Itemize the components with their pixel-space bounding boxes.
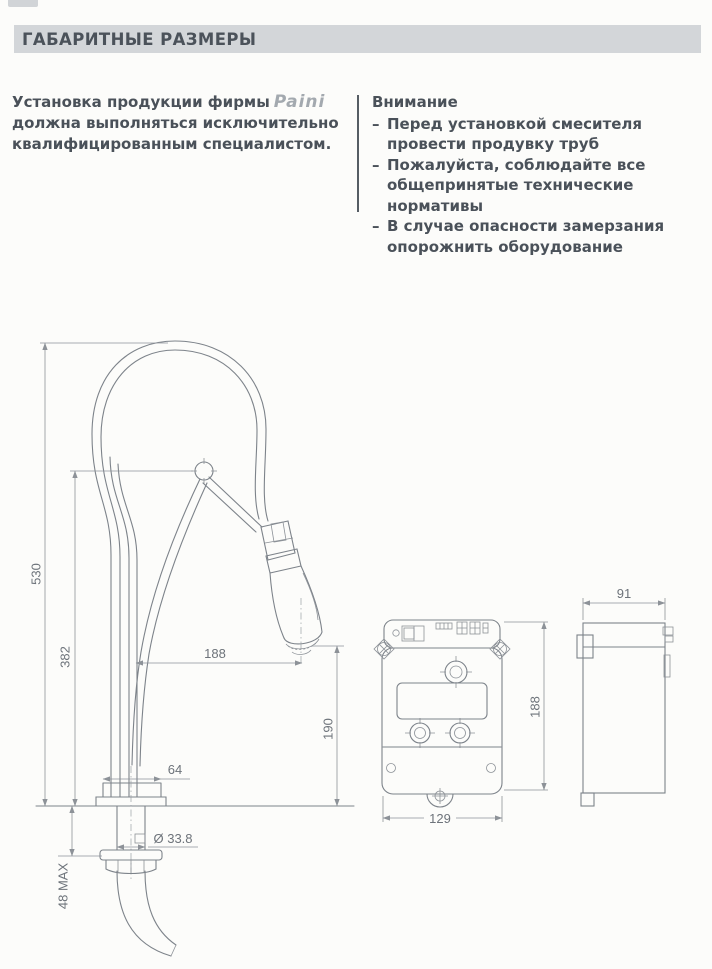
page-title: ГАБАРИТНЫЕ РАЗМЕРЫ bbox=[22, 29, 257, 49]
dim-label-64: 64 bbox=[167, 762, 183, 777]
slider-switch bbox=[402, 626, 424, 641]
spray-head bbox=[261, 521, 322, 654]
attention-item-text: В случае опасности замерзания опорожнить оборудование bbox=[387, 217, 665, 256]
dim-label-382: 382 bbox=[57, 646, 73, 668]
dim-label-48max: 48 MAX bbox=[55, 862, 71, 910]
side-foot bbox=[581, 793, 594, 806]
control-box-front-view bbox=[374, 620, 548, 826]
dim-label-530: 530 bbox=[28, 563, 44, 585]
installation-note-text: Установка продукции фирмы bbox=[12, 93, 270, 111]
attention-item-text: Перед установкой смесителя провести продувку труб bbox=[387, 114, 643, 153]
paini-logo: Paini bbox=[273, 92, 326, 112]
control-box-side-view bbox=[577, 586, 673, 806]
connector-ports bbox=[436, 622, 488, 634]
dim-label-91: 91 bbox=[616, 586, 632, 601]
indicator-led bbox=[393, 630, 399, 636]
attention-item-text: Пожалуйста, соблюдайте все общепринятые технические нормативы bbox=[387, 155, 646, 215]
dim-label-188-reach: 188 bbox=[204, 646, 226, 661]
installation-note-text-2: должна выполняться исключительно квалифицированным специалистом. bbox=[12, 114, 339, 153]
dim-label-190: 190 bbox=[320, 718, 336, 740]
attention-title: Внимание bbox=[372, 93, 458, 111]
faucet-drawing bbox=[28, 341, 354, 956]
dim-label-188-box: 188 bbox=[527, 696, 543, 718]
bullet-dash: – bbox=[372, 217, 380, 235]
mount-hole bbox=[487, 764, 496, 773]
dim-label-diameter: Ø 33.8 bbox=[153, 831, 193, 846]
bullet-dash: – bbox=[372, 155, 380, 174]
display-window bbox=[397, 683, 487, 719]
mount-hole bbox=[387, 764, 396, 773]
screw-bosses bbox=[405, 656, 475, 748]
hinge-joint bbox=[195, 462, 213, 480]
dim-label-129: 129 bbox=[429, 811, 451, 826]
bullet-dash: – bbox=[372, 114, 380, 133]
